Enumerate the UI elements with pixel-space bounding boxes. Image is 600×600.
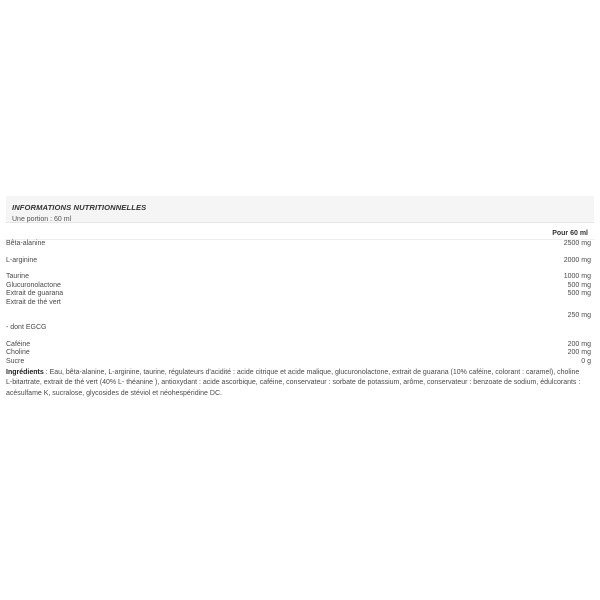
column-header: Pour 60 ml xyxy=(6,229,594,240)
row-value: 250 mg xyxy=(567,311,591,319)
table-row xyxy=(6,290,594,299)
ingredients-text xyxy=(6,368,594,400)
portion-size: Une portion : 60 ml xyxy=(12,215,72,223)
row-value: 200 mg xyxy=(567,349,591,357)
table-row xyxy=(6,358,594,367)
row-value: 0 g xyxy=(581,357,591,365)
ingredients-list: : Eau, bêta-alanine, L-arginine, taurine, régulateurs d'acidité : acide citrique et acide malique, glucuronolactone, extrait de guarana (10% caféine, colorant : caramel), choline L-bitartrate, extrait de thé vert (40% L- théanine ), antioxydant : acide ascorbique, caféine, conservateur : sorbate de potassium, arôme, conservateur : benzoate de sodium, édulcorants : acésulfame K, sucralose, glycosides de stéviol et néohespéridine DC. xyxy=(6,368,581,397)
row-name: Taurine xyxy=(6,273,29,281)
row-name: Sucre xyxy=(6,357,25,365)
table-row xyxy=(6,282,594,291)
row-value: 500 mg xyxy=(567,281,591,289)
table-row xyxy=(6,341,594,350)
row-name: Bêta-alanine xyxy=(6,240,46,247)
row-value: 200 mg xyxy=(567,340,591,348)
row-name: Extrait de guarana xyxy=(6,290,64,298)
table-row xyxy=(6,299,594,308)
table-row xyxy=(6,324,594,333)
nutrition-title: INFORMATIONS NUTRITIONNELLES xyxy=(12,203,147,212)
row-value: 500 mg xyxy=(567,290,591,298)
row-value: 2000 mg xyxy=(563,256,591,264)
nutrition-rows xyxy=(6,240,594,367)
nutrition-header xyxy=(6,196,594,223)
row-name: L-arginine xyxy=(6,256,38,264)
row-value: 2500 mg xyxy=(563,240,591,247)
table-row xyxy=(6,240,594,249)
table-row xyxy=(6,273,594,282)
table-row xyxy=(6,257,594,266)
row-name: - dont EGCG xyxy=(6,324,47,332)
row-name: Choline xyxy=(6,349,30,357)
row-name: Extrait de thé vert xyxy=(6,298,61,306)
ingredients-label: Ingrédients xyxy=(6,368,44,376)
nutrition-panel xyxy=(6,196,594,399)
table-row xyxy=(6,312,594,321)
row-value: 1000 mg xyxy=(563,273,591,281)
table-row xyxy=(6,349,594,358)
row-name: Glucuronolactone xyxy=(6,281,61,289)
row-name: Caféine xyxy=(6,340,31,348)
